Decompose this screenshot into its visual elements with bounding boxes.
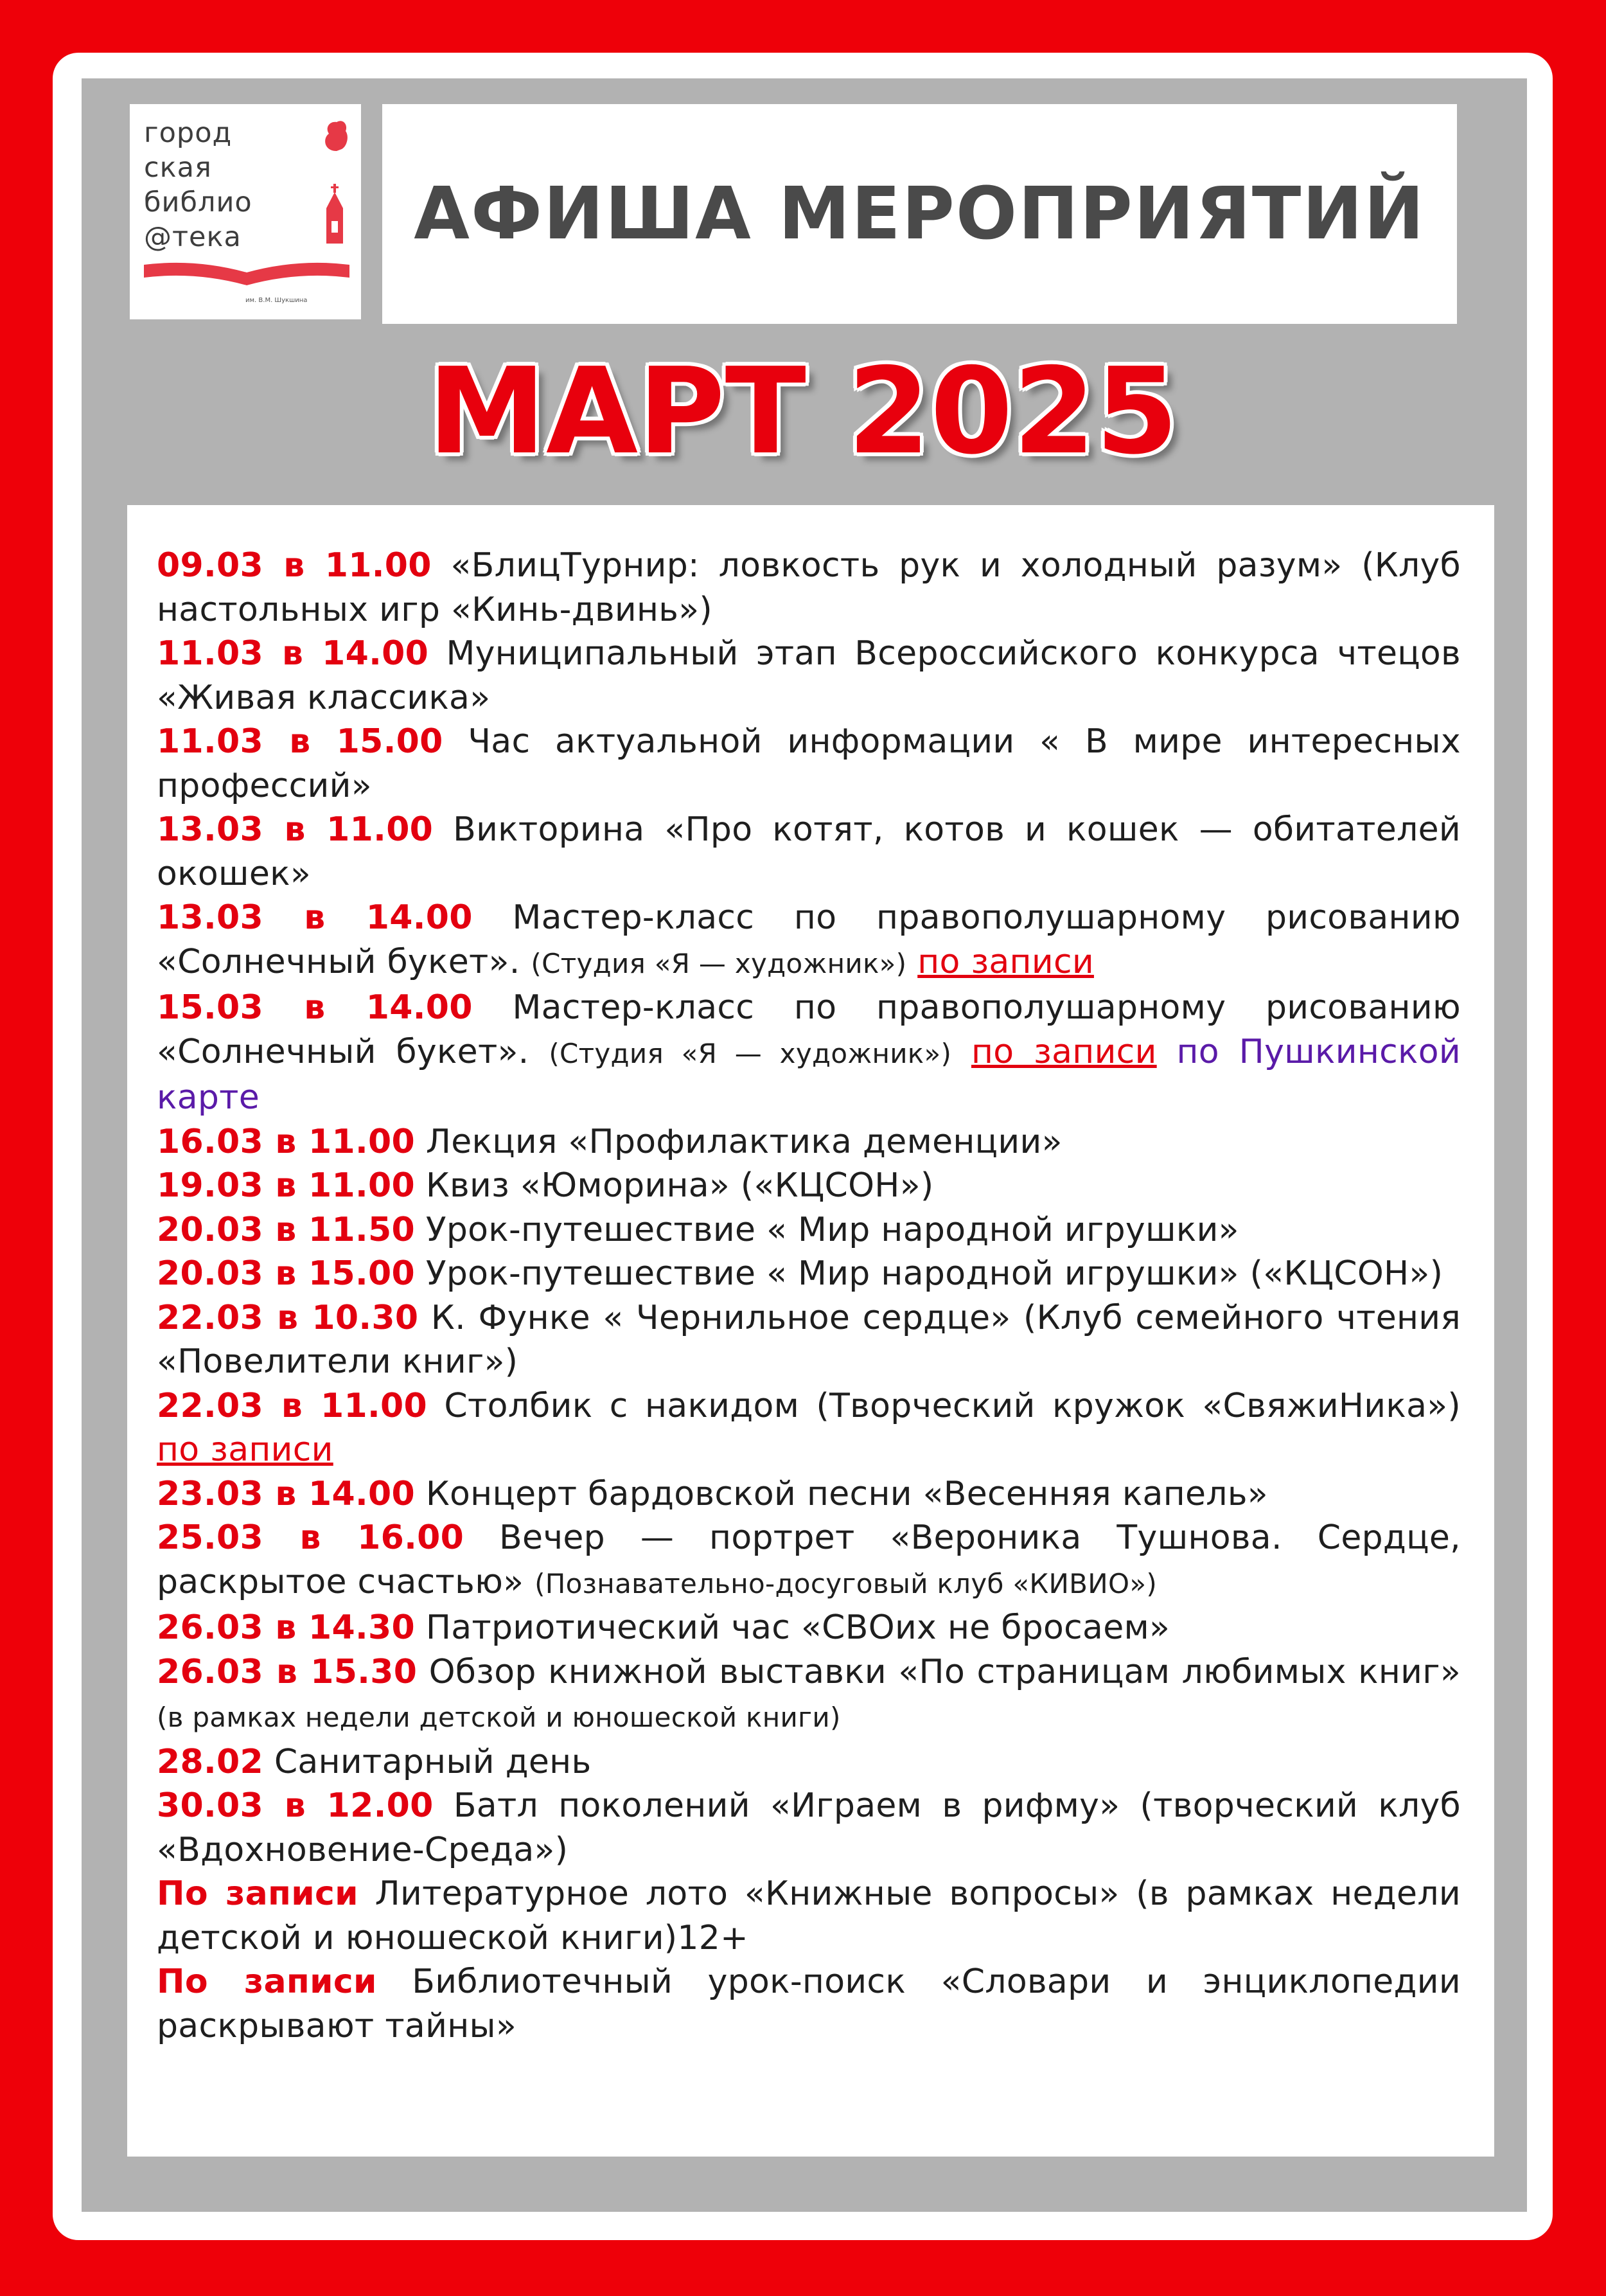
event-date: 25.03 в 16.00 [157,1518,464,1557]
library-logo [130,104,361,319]
event-date: 13.03 в 11.00 [157,810,434,849]
logo-line: @тека [144,221,242,253]
event-item [157,1606,1461,1650]
logo-wordmark [144,116,324,254]
event-date: 26.03 в 14.30 [157,1608,415,1647]
event-text: Концерт бардовской песни «Весенняя капель» [425,1474,1268,1513]
event-date: 11.03 в 15.00 [157,722,443,761]
event-date: 20.03 в 11.50 [157,1210,415,1249]
event-item [157,1384,1461,1472]
event-date: 16.03 в 11.00 [157,1122,415,1161]
logo-line: библио [144,186,252,218]
event-text: Викторина «Про котят, котов и кошек — обитателей окошек» [157,810,1461,893]
event-text: «БлицТурнир: ловкость рук и холодный разум» (Клуб настольных игр «Кинь-двинь») [157,546,1461,629]
open-book-icon [144,258,349,297]
church-icon [317,182,353,247]
event-text: Литературное лото «Книжные вопросы» (в рамках недели детской и юношеской книги)12+ [157,1874,1461,1957]
event-item [157,1296,1461,1384]
event-text: Патриотический час «СВОих не бросаем» [425,1608,1170,1647]
event-item [157,1650,1461,1740]
event-item [157,1740,1461,1784]
event-item [157,986,1461,1120]
events-list [157,544,1461,2048]
event-text: Мастер-класс по правополушарному рисованию «Солнечный букет». [157,898,1461,981]
event-date: 15.03 в 14.00 [157,988,473,1027]
event-text: Лекция «Профилактика деменции» [425,1122,1063,1161]
event-item [157,896,1461,986]
registration-link[interactable]: по записи [971,1032,1157,1071]
event-item [157,1872,1461,1960]
event-note: (Студия «Я — художник») [549,1037,952,1069]
event-item [157,808,1461,896]
event-text: Урок-путешествие « Мир народной игрушки» [425,1210,1239,1249]
event-date: 26.03 в 15.30 [157,1652,418,1691]
event-item [157,720,1461,808]
event-text: К. Функе « Чернильное сердце» (Клуб семейного чтения «Повелители книг») [157,1298,1461,1381]
event-item [157,1472,1461,1517]
event-item [157,1960,1461,2048]
event-text: Урок-путешествие « Мир народной игрушки» («КЦСОН») [425,1254,1443,1293]
event-item [157,1208,1461,1252]
event-note: (в рамках недели детской и юношеской книги) [157,1702,841,1733]
event-date: По записи [157,1962,377,2001]
logo-line: ская [144,152,212,184]
event-note: (Студия «Я — художник») [531,947,907,979]
logo-caption: им. В.М. Шукшина [245,297,308,304]
event-item [157,1120,1461,1164]
event-date: 13.03 в 14.00 [157,898,473,937]
squirrel-icon [317,116,349,154]
event-date: 23.03 в 14.00 [157,1474,415,1513]
pushkin-card-note: по Пушкинской карте [157,1032,1461,1117]
event-date: 09.03 в 11.00 [157,546,432,585]
event-text: Санитарный день [274,1742,592,1781]
event-item [157,1784,1461,1872]
event-date: 22.03 в 10.30 [157,1298,419,1337]
event-date: 20.03 в 15.00 [157,1254,415,1293]
page-title: АФИША МЕРОПРИЯТИЙ [414,172,1425,256]
registration-link[interactable]: по записи [157,1430,333,1469]
event-item [157,632,1461,720]
event-text: Муниципальный этап Всероссийского конкурса чтецов «Живая классика» [157,634,1461,717]
event-item [157,544,1461,632]
event-date: 28.02 [157,1742,263,1781]
event-text: Вечер — портрет «Вероника Тушнова. Сердце, раскрытое счастью» [157,1518,1461,1601]
event-item [157,1252,1461,1296]
event-date: 22.03 в 11.00 [157,1386,428,1425]
event-date: 30.03 в 12.00 [157,1786,434,1825]
event-date: По записи [157,1874,358,1913]
event-text: Столбик с накидом (Творческий кружок «СвяжиНика») [444,1386,1461,1425]
month-heading: МАРТ 2025 [427,342,1179,481]
registration-link[interactable]: по записи [917,942,1094,981]
title-panel [382,104,1457,324]
event-note: (Познавательно-досуговый клуб «КИВИО») [534,1567,1158,1599]
event-text: Обзор книжной выставки «По страницам любимых книг» [428,1652,1461,1691]
logo-line: город [144,117,233,149]
event-item [157,1516,1461,1606]
event-text: Батл поколений «Играем в рифму» (творческий клуб «Вдохновение-Среда») [157,1786,1461,1869]
event-date: 19.03 в 11.00 [157,1166,415,1205]
event-text: Квиз «Юморина» («КЦСОН») [425,1166,934,1205]
event-text: Мастер-класс по правополушарному рисованию «Солнечный букет». [157,988,1461,1071]
event-item [157,1164,1461,1208]
event-date: 11.03 в 14.00 [157,634,429,673]
event-text: Библиотечный урок-поиск «Словари и энциклопедии раскрывают тайны» [157,1962,1461,2045]
event-text: Час актуальной информации « В мире интересных профессий» [157,722,1461,805]
events-panel [127,505,1494,2157]
